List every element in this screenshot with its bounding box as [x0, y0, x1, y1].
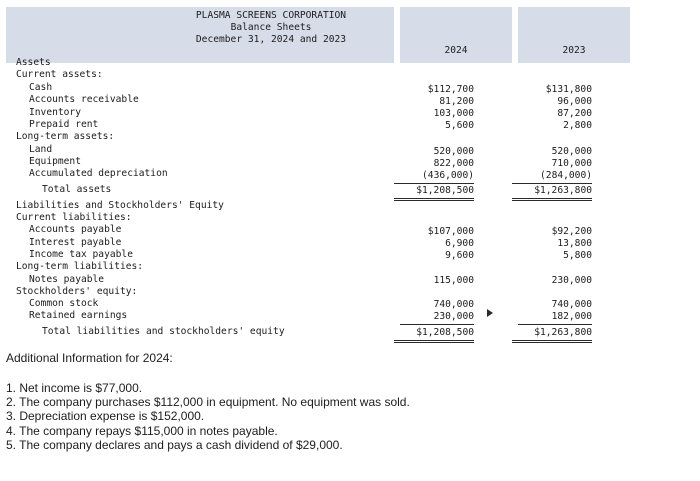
column-header-2024: 2024 [444, 45, 468, 56]
column-header-2023: 2023 [562, 45, 586, 56]
common-2024: 740,000 [433, 299, 474, 310]
prepaid-2023: 2,800 [563, 120, 592, 131]
long-term-assets-heading: Long-term assets: [16, 131, 115, 142]
equipment-2024: 822,000 [433, 158, 474, 169]
land-2024: 520,000 [433, 146, 474, 157]
ar-2023: 96,000 [557, 96, 592, 107]
ar-2024: 81,200 [439, 96, 474, 107]
income-tax-label: Income tax payable [29, 249, 133, 260]
additional-item-4: 4. The company repays $115,000 in notes payable. [6, 424, 278, 438]
ap-2023: $92,200 [551, 226, 592, 237]
ap-label: Accounts payable [29, 224, 122, 235]
inventory-2024: 103,000 [433, 108, 474, 119]
common-label: Common stock [29, 298, 99, 309]
retained-2024: 230,000 [400, 311, 474, 325]
prepaid-label: Prepaid rent [29, 119, 99, 130]
additional-item-3: 3. Depreciation expense is $152,000. [6, 409, 205, 423]
interest-2024: 6,900 [445, 238, 474, 249]
cash-2024: $112,700 [427, 84, 474, 95]
retained-2023: 182,000 [518, 311, 592, 325]
cash-label: Cash [29, 82, 53, 93]
total-assets-label: Total assets [42, 184, 112, 195]
common-2023: 740,000 [551, 299, 592, 310]
long-term-liabilities-heading: Long-term liabilities: [16, 261, 144, 272]
balance-sheet [6, 7, 615, 344]
statement-title: Balance Sheets [230, 22, 312, 33]
accum-dep-label: Accumulated depreciation [29, 168, 168, 179]
current-liabilities-heading: Current liabilities: [16, 212, 132, 223]
accum-dep-2023: (284,000) [512, 170, 592, 184]
company-name: PLASMA SCREENS CORPORATION [195, 10, 347, 21]
mouse-cursor-icon [487, 309, 493, 317]
total-le-2024: $1,208,500 [394, 327, 474, 343]
total-le-label: Total liabilities and stockholders' equity [42, 326, 285, 337]
notes-2024: 115,000 [433, 275, 474, 286]
interest-label: Interest payable [29, 237, 122, 248]
current-assets-heading: Current assets: [16, 69, 103, 80]
equity-heading: Stockholders' equity: [16, 286, 138, 297]
land-label: Land [29, 144, 53, 155]
total-assets-2024: $1,208,500 [394, 185, 474, 201]
inventory-label: Inventory [29, 107, 81, 118]
equipment-label: Equipment [29, 156, 81, 167]
liab-equity-heading: Liabilities and Stockholders' Equity [16, 200, 224, 211]
cash-2023: $131,800 [545, 84, 592, 95]
statement-date: December 31, 2024 and 2023 [195, 34, 347, 45]
notes-label: Notes payable [29, 274, 105, 285]
ar-label: Accounts receivable [29, 94, 139, 105]
inventory-2023: 87,200 [557, 108, 592, 119]
land-2023: 520,000 [551, 146, 592, 157]
additional-item-1: 1. Net income is $77,000. [6, 381, 143, 395]
ap-2024: $107,000 [427, 226, 474, 237]
notes-2023: 230,000 [551, 275, 592, 286]
total-assets-2023: $1,263,800 [512, 185, 592, 201]
income-tax-2023: 5,800 [563, 250, 592, 261]
assets-heading: Assets [16, 57, 51, 68]
prepaid-2024: 5,600 [445, 120, 474, 131]
additional-item-5: 5. The company declares and pays a cash dividend of $29,000. [6, 438, 343, 452]
total-le-2023: $1,263,800 [512, 327, 592, 343]
retained-label: Retained earnings [29, 310, 128, 321]
accum-dep-2024: (436,000) [394, 170, 474, 184]
interest-2023: 13,800 [557, 238, 592, 249]
additional-info-heading: Additional Information for 2024: [6, 351, 173, 365]
equipment-2023: 710,000 [551, 158, 592, 169]
income-tax-2024: 9,600 [445, 250, 474, 261]
additional-item-2: 2. The company purchases $112,000 in equipment. No equipment was sold. [6, 395, 410, 409]
